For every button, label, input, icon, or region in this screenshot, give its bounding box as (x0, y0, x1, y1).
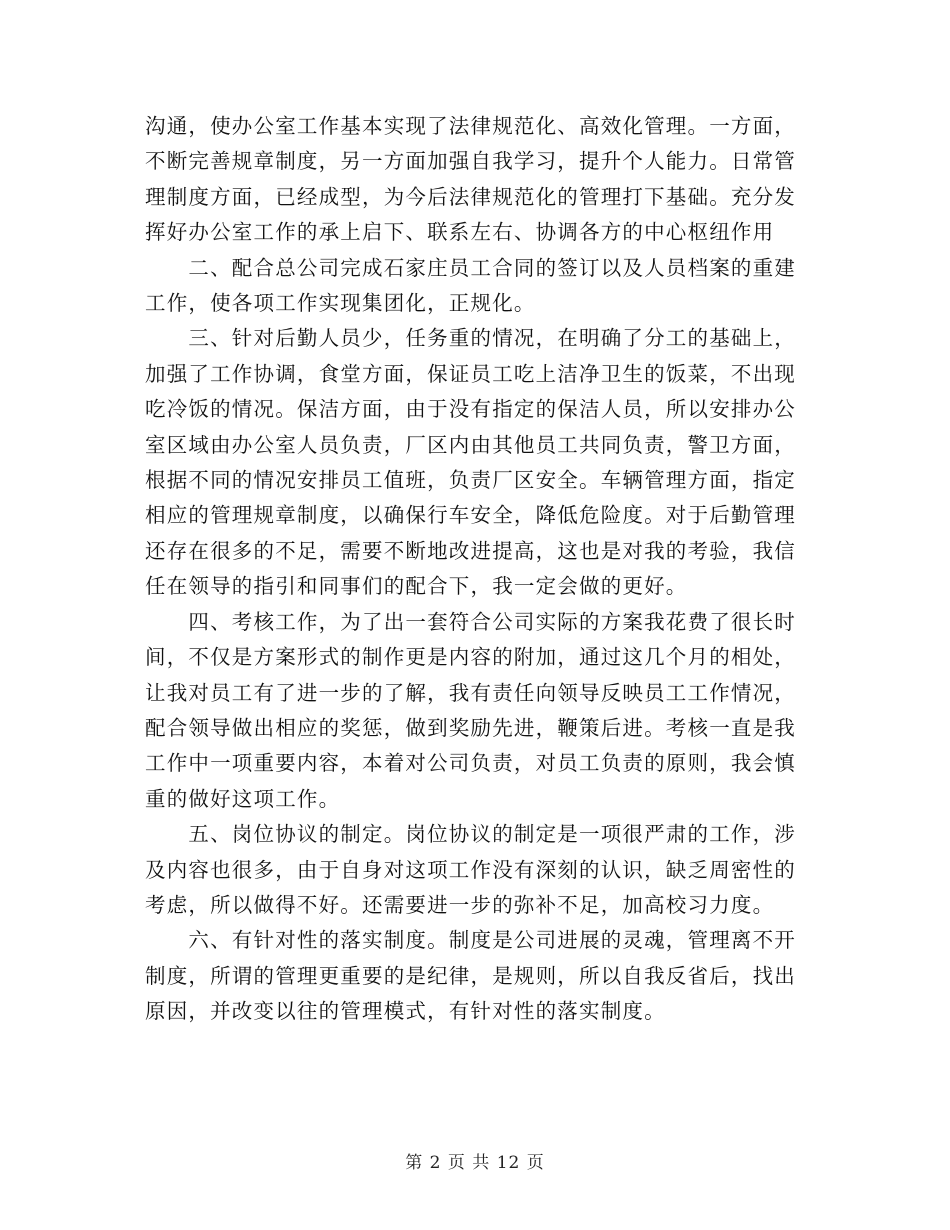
text-line: 理制度方面，已经成型，为今后法律规范化的管理打下基础。充分发 (145, 184, 796, 209)
text-line: 制度，所谓的管理更重要的是纪律，是规则，所以自我反省后，找出 (145, 963, 796, 988)
paragraph-continuation (145, 109, 805, 251)
text-line: 二、配合总公司完成石家庄员工合同的签订以及人员档案的重建 (145, 255, 796, 280)
text-line: 相应的管理规章制度，以确保行车安全，降低危险度。对于后勤管理 (145, 503, 796, 528)
text-line: 配合领导做出相应的奖惩，做到奖励先进，鞭策后进。考核一直是我 (145, 715, 796, 740)
document-body (145, 109, 805, 1030)
text-line: 还存在很多的不足，需要不断地改进提高，这也是对我的考验，我信 (145, 538, 796, 563)
paragraph-item-4 (145, 605, 805, 817)
text-line: 工作中一项重要内容，本着对公司负责，对员工负责的原则，我会慎 (145, 751, 796, 776)
text-line: 四、考核工作，为了出一套符合公司实际的方案我花费了很长时 (145, 609, 796, 634)
text-line: 加强了工作协调，食堂方面，保证员工吃上洁净卫生的饭菜，不出现 (145, 361, 796, 386)
text-line: 让我对员工有了进一步的了解，我有责任向领导反映员工工作情况， (145, 680, 796, 705)
text-line: 任在领导的指引和同事们的配合下，我一定会做的更好。 (145, 574, 688, 599)
text-line: 考虑，所以做得不好。还需要进一步的弥补不足，加高校习力度。 (145, 892, 775, 917)
text-line: 工作，使各项工作实现集团化，正规化。 (145, 291, 536, 316)
text-line: 挥好办公室工作的承上启下、联系左右、协调各方的中心枢纽作用 (145, 220, 775, 245)
text-line: 重的做好这项工作。 (145, 786, 341, 811)
text-line: 间，不仅是方案形式的制作更是内容的附加，通过这几个月的相处， (145, 645, 796, 670)
text-line: 三、针对后勤人员少，任务重的情况，在明确了分工的基础上， (145, 326, 796, 351)
page-number-footer: 第 2 页 共 12 页 (405, 1153, 545, 1173)
text-line: 五、岗位协议的制定。岗位协议的制定是一项很严肃的工作，涉 (145, 822, 796, 847)
text-line: 根据不同的情况安排员工值班，负责厂区安全。车辆管理方面，指定 (145, 468, 796, 493)
text-line: 沟通，使办公室工作基本实现了法律规范化、高效化管理。一方面， (145, 114, 796, 138)
text-line: 及内容也很多，由于自身对这项工作没有深刻的认识，缺乏周密性的 (145, 857, 796, 882)
paragraph-item-6 (145, 923, 805, 1029)
paragraph-item-3 (145, 321, 805, 604)
text-line: 不断完善规章制度，另一方面加强自我学习，提升个人能力。日常管 (145, 149, 796, 174)
text-line: 室区域由办公室人员负责，厂区内由其他员工共同负责，警卫方面， (145, 432, 796, 457)
paragraph-item-2 (145, 251, 805, 322)
text-line: 原因，并改变以往的管理模式，有针对性的落实制度。 (145, 999, 666, 1024)
text-line: 吃冷饭的情况。保洁方面，由于没有指定的保洁人员，所以安排办公 (145, 397, 796, 422)
text-line: 六、有针对性的落实制度。制度是公司进展的灵魂，管理离不开 (145, 928, 796, 953)
paragraph-item-5 (145, 817, 805, 923)
